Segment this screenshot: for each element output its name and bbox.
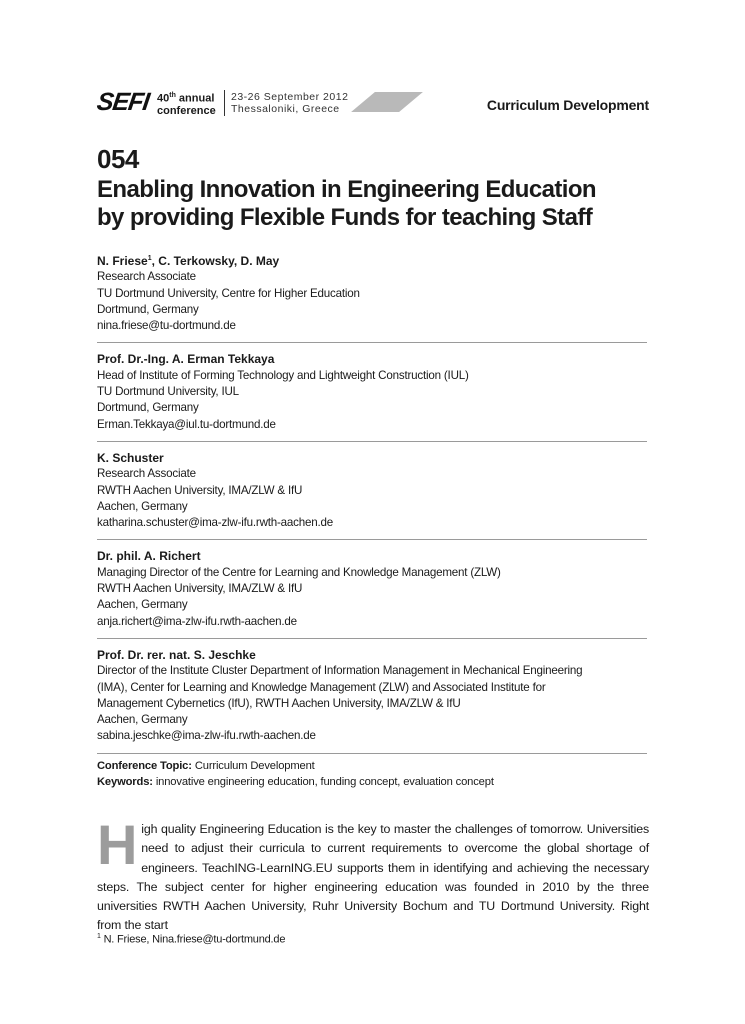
author-name: Prof. Dr.-Ing. A. Erman Tekkaya bbox=[97, 352, 275, 367]
author-role: Research Associate bbox=[97, 467, 196, 481]
author-email: anja.richert@ima-zlw-ifu.rwth-aachen.de bbox=[97, 614, 297, 628]
paper-number: 054 bbox=[97, 144, 139, 174]
body-text: igh quality Engineering Education is the key to master the challenges of tomorrow. Universities need to adjust their curricula to current requirements to overcome the global shortage of engineers. TeachING-LearnING.EU supports them in identifying and achieving the necessary steps. The subject center for higher engineering education was founded in 2010 by the three universities RWTH Aachen University, Ruhr University Bochum and TU Dortmund University. Right from the start bbox=[97, 822, 649, 933]
author-name-rest: , C. Terkowsky, D. May bbox=[151, 254, 280, 268]
header-divider bbox=[224, 90, 225, 116]
conference-location: Thessaloniki, Greece bbox=[231, 103, 340, 115]
annual-number: 40 bbox=[157, 92, 170, 105]
author-email: sabina.jeschke@ima-zlw-ifu.rwth-aachen.de bbox=[97, 729, 316, 743]
author-footnote-marker: 1 bbox=[147, 255, 152, 262]
paper-title bbox=[97, 176, 657, 232]
author-name: Dr. phil. A. Richert bbox=[97, 549, 201, 564]
author-affiliation: RWTH Aachen University, IMA/ZLW & IfU bbox=[97, 483, 303, 497]
annual-label: annual bbox=[178, 92, 215, 105]
title-line-2: by providing Flexible Funds for teaching Staff bbox=[97, 204, 593, 231]
author-name bbox=[97, 251, 647, 269]
keywords bbox=[97, 774, 647, 790]
footnote bbox=[97, 933, 285, 946]
author-affiliation: TU Dortmund University, IUL bbox=[97, 385, 239, 399]
conference-header bbox=[97, 86, 649, 120]
author-list bbox=[97, 251, 647, 754]
conference-label bbox=[157, 90, 216, 117]
decorative-parallelogram bbox=[351, 92, 423, 112]
author-email: katharina.schuster@ima-zlw-ifu.rwth-aachen.de bbox=[97, 516, 334, 530]
author-role: Research Associate bbox=[97, 270, 196, 284]
author-block bbox=[97, 548, 647, 638]
author-block bbox=[97, 647, 647, 754]
conference-topic bbox=[97, 758, 647, 774]
author-affiliation: RWTH Aachen University, IMA/ZLW & IfU bbox=[97, 582, 303, 596]
author-location: Aachen, Germany bbox=[97, 499, 188, 513]
author-affiliation: TU Dortmund University, Centre for Higher Education bbox=[97, 286, 360, 300]
author-name: K. Schuster bbox=[97, 450, 164, 465]
author-email: nina.friese@tu-dortmund.de bbox=[97, 319, 236, 333]
conference-topic-block bbox=[97, 758, 647, 790]
title-line-1: Enabling Innovation in Engineering Education bbox=[97, 176, 596, 203]
topic-value: Curriculum Development bbox=[194, 760, 315, 772]
author-email: Erman.Tekkaya@iul.tu-dortmund.de bbox=[97, 417, 276, 431]
keywords-label: Keywords: bbox=[97, 776, 153, 788]
author-location: Aachen, Germany bbox=[97, 598, 188, 612]
author-role-cont: (IMA), Center for Learning and Knowledge Management (ZLW) and Associated Institute for bbox=[97, 680, 546, 694]
section-label: Curriculum Development bbox=[486, 97, 649, 113]
author-block bbox=[97, 450, 647, 540]
body-paragraph bbox=[97, 813, 649, 936]
author-role: Managing Director of the Centre for Learning and Knowledge Management (ZLW) bbox=[97, 565, 501, 579]
topic-label: Conference Topic: bbox=[97, 760, 192, 772]
author-location: Dortmund, Germany bbox=[97, 302, 199, 316]
author-role: Head of Institute of Forming Technology and Lightweight Construction (IUL) bbox=[97, 368, 469, 382]
footnote-text: N. Friese, Nina.friese@tu-dortmund.de bbox=[103, 933, 286, 946]
author-name-main: N. Friese bbox=[97, 254, 148, 268]
footnote-marker: 1 bbox=[97, 933, 101, 940]
author-block bbox=[97, 251, 647, 343]
keywords-value: innovative engineering education, funding concept, evaluation concept bbox=[155, 776, 494, 788]
author-affiliation: Management Cybernetics (IfU), RWTH Aachen University, IMA/ZLW & IfU bbox=[97, 696, 461, 710]
conference-word: conference bbox=[157, 104, 216, 117]
drop-cap: H bbox=[97, 813, 138, 876]
sefi-logo: SEFI bbox=[95, 88, 151, 116]
annual-suffix: th bbox=[169, 92, 176, 99]
conference-dates: 23-26 September 2012 bbox=[231, 91, 349, 103]
author-name: Prof. Dr. rer. nat. S. Jeschke bbox=[97, 647, 256, 662]
author-block bbox=[97, 351, 647, 441]
author-location: Aachen, Germany bbox=[97, 713, 188, 727]
author-role: Director of the Institute Cluster Department of Information Management in Mechanical Engineering bbox=[97, 664, 583, 678]
author-location: Dortmund, Germany bbox=[97, 401, 199, 415]
conference-date-location bbox=[231, 91, 348, 115]
